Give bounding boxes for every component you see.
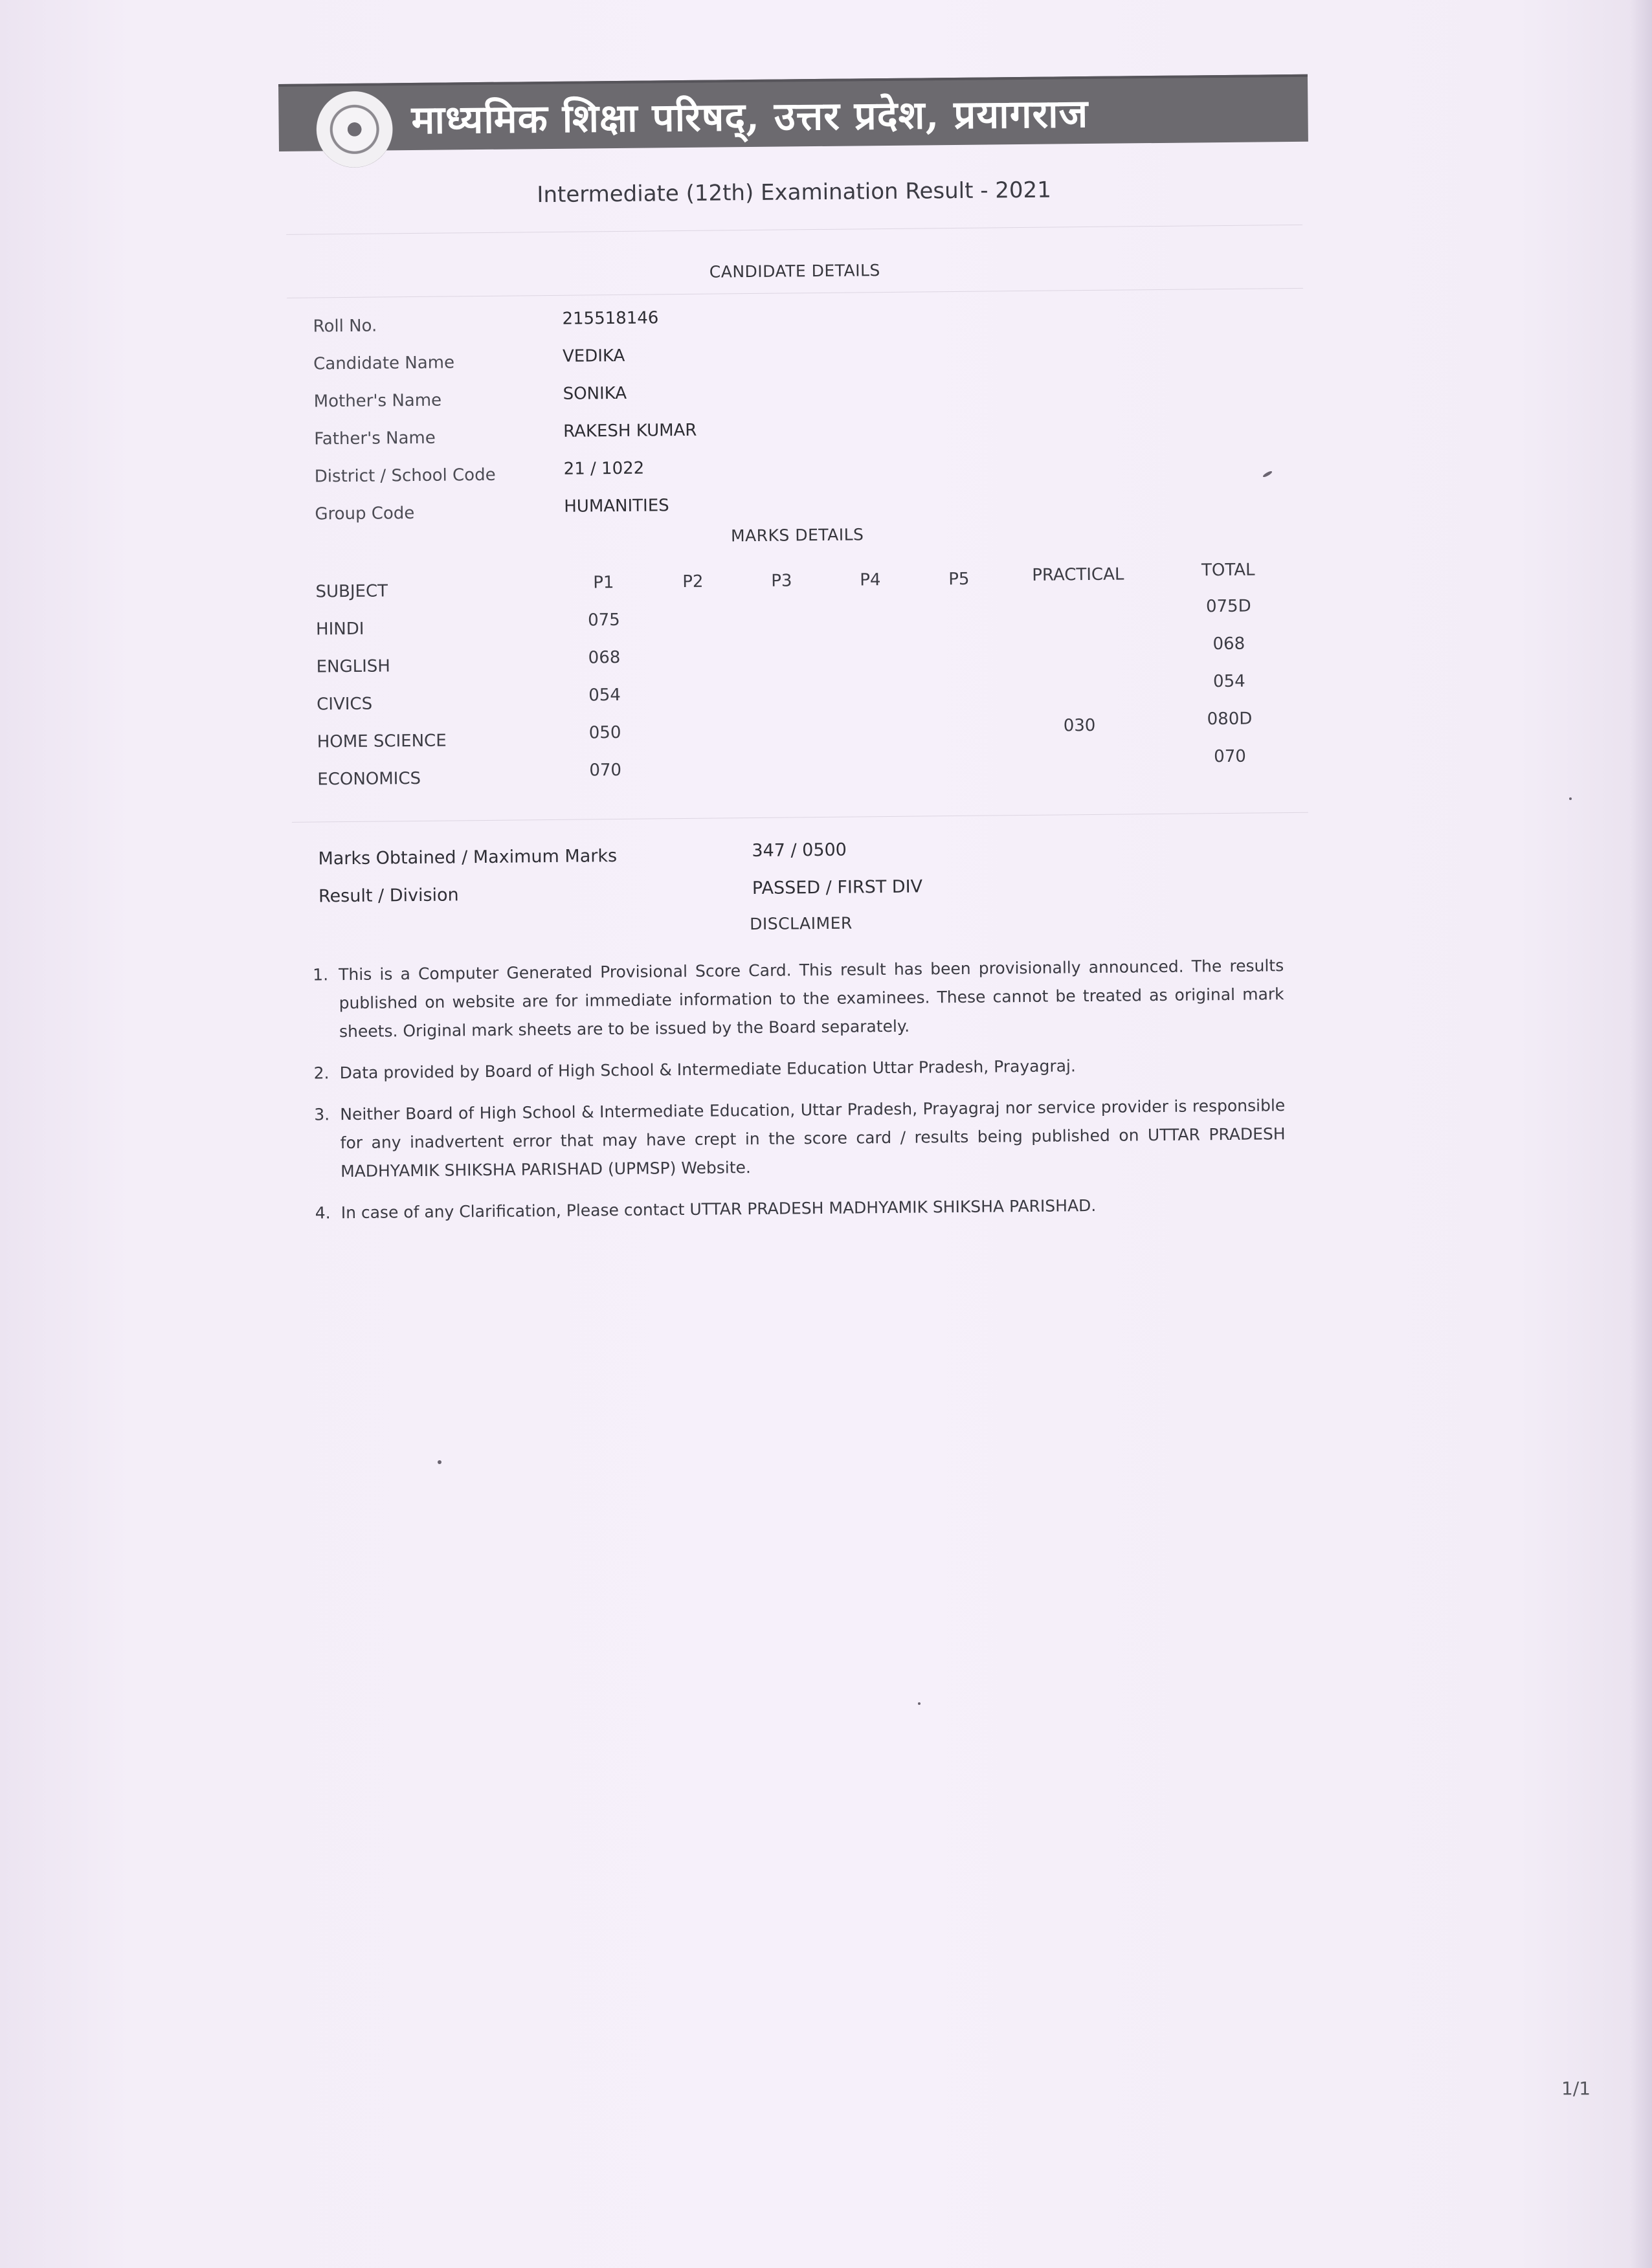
page-edge-shadow <box>1630 0 1652 2268</box>
detail-label: Father's Name <box>314 428 436 449</box>
page-number: 1/1 <box>1561 2078 1591 2099</box>
detail-label: District / School Code <box>314 465 496 487</box>
disclaimer-text: Data provided by Board of High School & Intermediate Education Uttar Pradesh, Prayagraj. <box>339 1056 1077 1083</box>
candidate-details-heading: CANDIDATE DETAILS <box>709 261 880 282</box>
detail-value: HUMANITIES <box>564 496 669 517</box>
detail-label: Candidate Name <box>313 353 455 374</box>
disclaimer-item <box>314 1091 1286 1186</box>
subject-cell: HOME SCIENCE <box>317 731 447 752</box>
column-header: PRACTICAL <box>1032 564 1124 585</box>
p1-cell: 068 <box>588 647 621 668</box>
marks-obtained-value: 347 / 0500 <box>752 839 847 862</box>
disclaimer-number: 3. <box>314 1105 330 1124</box>
detail-value: RAKESH KUMAR <box>563 420 697 441</box>
scan-speck <box>1569 797 1572 800</box>
board-banner <box>278 74 1308 151</box>
exam-title: Intermediate (12th) Examination Result - 2021 <box>537 177 1052 208</box>
subject-cell: HINDI <box>315 619 364 639</box>
column-header: P4 <box>860 570 881 590</box>
detail-label: Group Code <box>315 504 415 524</box>
detail-value: VEDIKA <box>562 346 625 366</box>
board-name: माध्यमिक शिक्षा परिषद्, उत्तर प्रदेश, प्रयागराज <box>411 91 1089 144</box>
result-division-value: PASSED / FIRST DIV <box>752 876 923 899</box>
disclaimer-number: 1. <box>313 965 329 984</box>
detail-label: Mother's Name <box>313 390 442 412</box>
total-cell: 070 <box>1214 746 1246 767</box>
column-header: TOTAL <box>1201 560 1255 581</box>
disclaimer-number: 2. <box>313 1063 329 1083</box>
column-header: P2 <box>682 572 704 592</box>
marks-obtained-label: Marks Obtained / Maximum Marks <box>318 846 618 869</box>
scan-speck <box>918 1702 921 1705</box>
detail-value: 21 / 1022 <box>563 458 645 479</box>
subject-cell: ENGLISH <box>316 656 391 677</box>
column-header: P5 <box>948 569 970 590</box>
disclaimer-item <box>315 1190 1286 1227</box>
detail-value: 215518146 <box>562 308 659 329</box>
p1-cell: 070 <box>589 760 622 781</box>
column-header: P3 <box>771 571 792 591</box>
subject-cell: ECONOMICS <box>317 768 421 790</box>
disclaimer-text: Neither Board of High School & Intermediate Education, Uttar Pradesh, Prayagraj nor service provider is responsible for any inadvertent error that may have crept in the score card / results being published on UTTAR PRADESH MADHYAMIK SHIKSHA PARISHAD (UPMSP) Website. <box>340 1096 1286 1181</box>
disclaimer-text: This is a Computer Generated Provisional Score Card. This result has been provisionally announced. The results published on website are for immediate information to the examinees. These cannot be treated as original mark sheets. Original mark sheets are to be issued by the Board separately. <box>339 956 1284 1041</box>
p1-cell: 054 <box>588 685 621 706</box>
disclaimer-text: In case of any Clarification, Please contact UTTAR PRADESH MADHYAMIK SHIKSHA PARISHAD. <box>340 1195 1097 1223</box>
result-division-label: Result / Division <box>318 885 459 907</box>
disclaimer-heading: DISCLAIMER <box>750 913 853 934</box>
total-cell: 054 <box>1212 671 1245 692</box>
total-cell: 075D <box>1205 596 1251 617</box>
column-header: SUBJECT <box>315 581 388 602</box>
disclaimer-item <box>313 1050 1284 1087</box>
detail-label: Roll No. <box>313 316 377 337</box>
column-header: P1 <box>593 573 614 593</box>
subject-cell: CIVICS <box>317 694 373 715</box>
disclaimer-list <box>313 951 1286 1240</box>
disclaimer-item <box>313 951 1284 1046</box>
p1-cell: 050 <box>588 722 621 743</box>
board-emblem-icon <box>316 91 393 168</box>
total-cell: 068 <box>1212 634 1245 654</box>
p1-cell: 075 <box>588 610 620 630</box>
detail-value: SONIKA <box>563 383 627 404</box>
marks-details-heading: MARKS DETAILS <box>730 525 864 546</box>
scan-speck <box>438 1460 441 1464</box>
total-cell: 080D <box>1207 709 1253 729</box>
practical-cell: 030 <box>1063 715 1096 736</box>
disclaimer-number: 4. <box>315 1203 331 1223</box>
